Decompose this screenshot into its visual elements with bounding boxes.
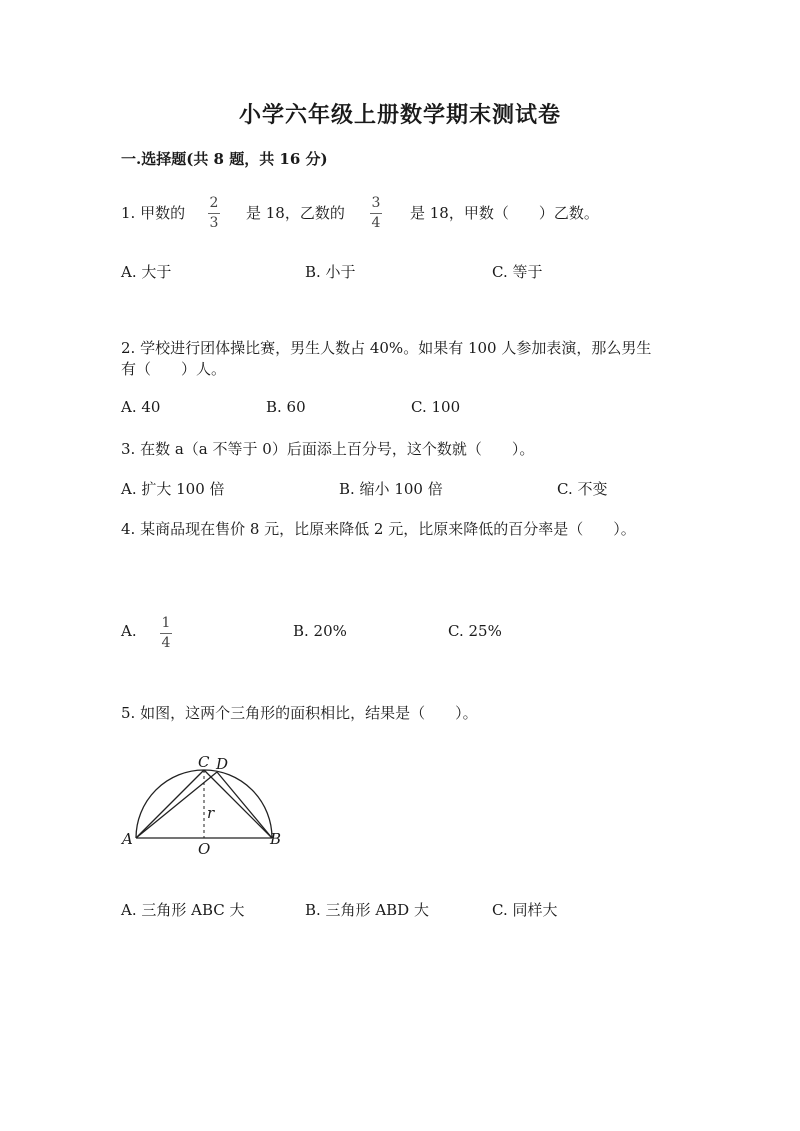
question-2-option-a[interactable]: A. 40 — [121, 398, 161, 416]
semicircle-arc — [136, 770, 272, 838]
question-5-text: 5. 如图，这两个三角形的面积相比，结果是（ ）。 — [121, 704, 478, 722]
fraction-three-quarters — [370, 196, 382, 231]
question-2-option-b[interactable]: B. 60 — [266, 398, 306, 416]
fraction-one-quarter — [160, 616, 172, 651]
question-1-text-middle: 是 18，乙数的 — [246, 204, 345, 222]
question-5-option-b[interactable]: B. 三角形 ABD 大 — [305, 901, 429, 919]
fraction-bar — [370, 213, 382, 214]
question-1-option-b[interactable]: B. 小于 — [305, 263, 356, 281]
fraction-two-thirds — [208, 196, 220, 231]
line-cb — [204, 770, 272, 838]
label-d: D — [216, 755, 229, 773]
fraction-numerator: 2 — [209, 195, 219, 211]
fraction-denominator: 3 — [209, 215, 219, 231]
question-1-option-c[interactable]: C. 等于 — [492, 263, 543, 281]
line-ad — [136, 772, 217, 838]
question-1-option-a[interactable]: A. 大于 — [121, 263, 172, 281]
section-heading: 一.选择题(共 8 题，共 16 分) — [121, 150, 328, 168]
question-1-text-end: 是 18，甲数（ ）乙数。 — [410, 204, 599, 222]
fraction-bar — [160, 633, 172, 634]
line-ac — [136, 770, 204, 838]
question-3-option-b[interactable]: B. 缩小 100 倍 — [339, 480, 443, 498]
question-3-text: 3. 在数 a（a 不等于 0）后面添上百分号，这个数就（ ）。 — [121, 440, 535, 458]
label-r: r — [207, 804, 215, 822]
question-4-text: 4. 某商品现在售价 8 元，比原来降低 2 元，比原来降低的百分率是（ ）。 — [121, 520, 636, 538]
question-4-option-c[interactable]: C. 25% — [448, 622, 502, 640]
question-3-option-a[interactable]: A. 扩大 100 倍 — [121, 480, 225, 498]
question-3-option-c[interactable]: C. 不变 — [557, 480, 608, 498]
label-b: B — [270, 830, 282, 848]
question-4-option-b[interactable]: B. 20% — [293, 622, 347, 640]
fraction-denominator: 4 — [161, 635, 171, 651]
question-4-option-a[interactable]: A. — [121, 622, 137, 640]
question-1-text-start: 1. 甲数的 — [121, 204, 186, 222]
exam-title: 小学六年级上册数学期末测试卷 — [238, 102, 561, 128]
label-o: O — [198, 840, 211, 858]
question-2-option-c[interactable]: C. 100 — [411, 398, 461, 416]
fraction-numerator: 1 — [161, 615, 171, 631]
question-5-option-a[interactable]: A. 三角形 ABC 大 — [121, 901, 245, 919]
fraction-bar — [208, 213, 220, 214]
question-2-text-line-1: 2. 学校进行团体操比赛，男生人数占 40%。如果有 100 人参加表演，那么男生 — [121, 339, 652, 357]
question-2-text-line-2: 有（ ）人。 — [121, 360, 227, 378]
label-a: A — [122, 830, 133, 848]
label-c: C — [198, 753, 210, 771]
semicircle-triangle-figure — [118, 748, 298, 858]
question-5-option-c[interactable]: C. 同样大 — [492, 901, 558, 919]
fraction-denominator: 4 — [371, 215, 381, 231]
fraction-numerator: 3 — [371, 195, 381, 211]
